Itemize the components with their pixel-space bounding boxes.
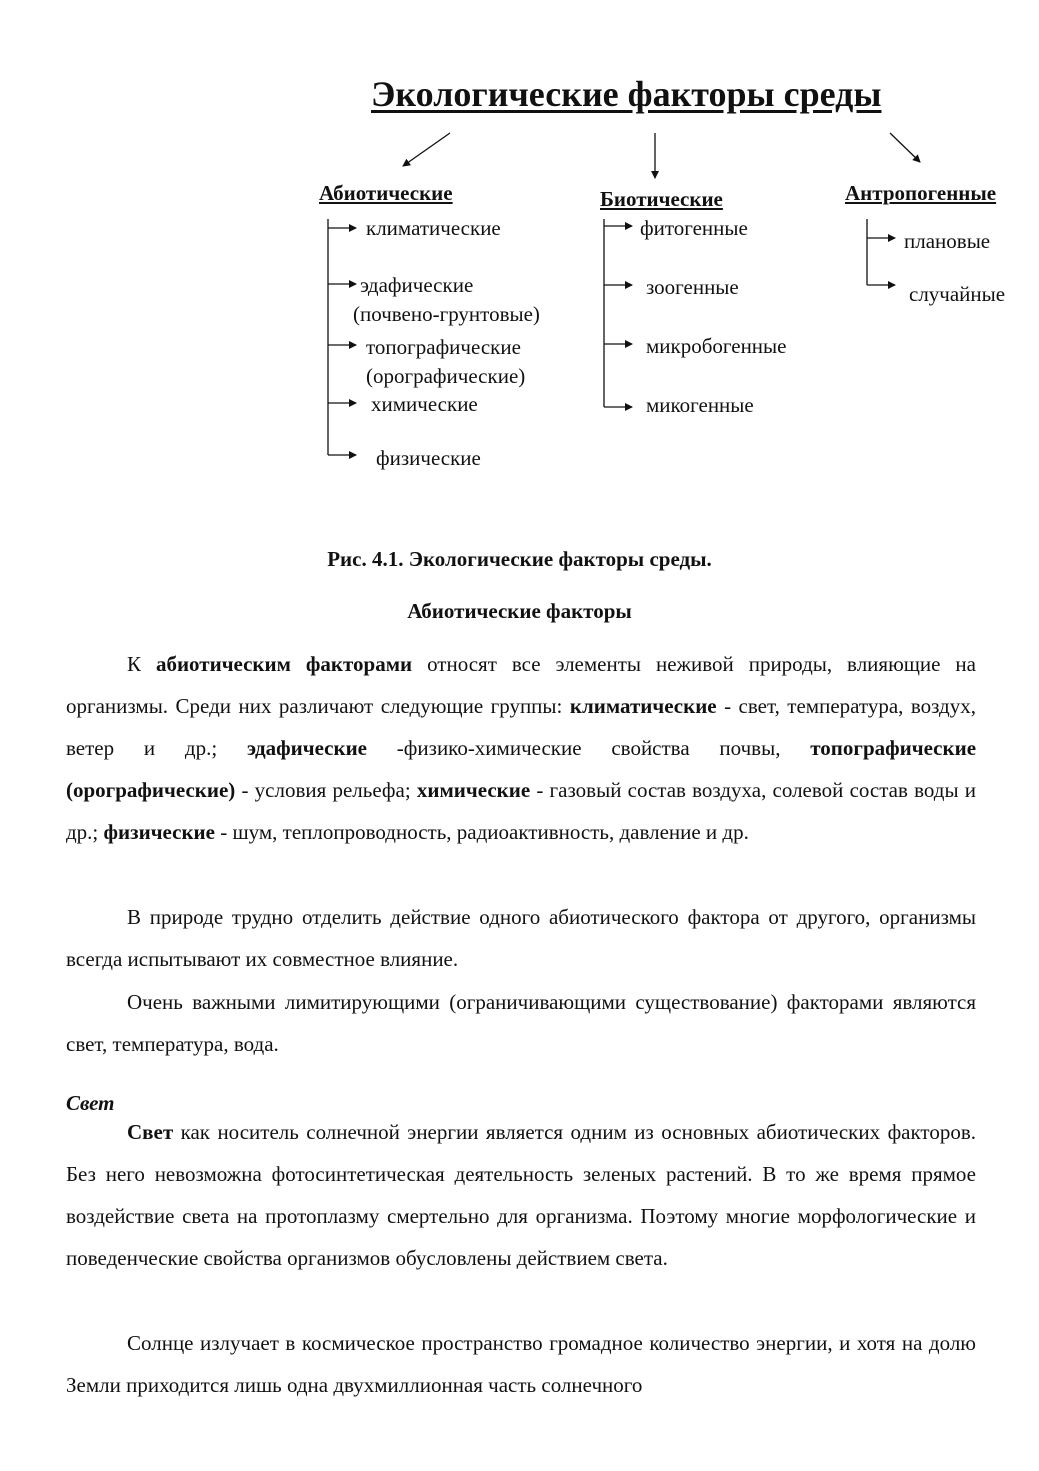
anthropogenic-item-planned: плановые <box>904 229 991 253</box>
paragraph-abiotic-groups: К абиотическим факторами относят все элементы неживой природы, влияющие на организмы. Среди них различают следующие группы: климатические - свет, температура, воздух, ветер и др.; эдафические -физико-химические свойства почвы, топографические (орографические) - условия рельефа; химические - газовый состав воздуха, солевой состав воды и др.; физические - шум, теплопроводность, радиоактивность, давление и др. <box>66 652 977 844</box>
biotic-item-phytogenic: фитогенные <box>640 216 748 240</box>
paragraph-combined-influence: В природе трудно отделить действие одного абиотического фактора от другого, организмы всегда испытывают их совместное влияние. <box>66 905 976 971</box>
abiotic-item-edaphic: эдафические <box>360 273 474 297</box>
eco-factors-diagram <box>0 0 1039 520</box>
paragraph-light: Свет как носитель солнечной энергии является одним из основных абиотических факторов. Без него невозможна фотосинтетическая деятельность зеленых растений. В то же время прямое воздействие света на протоплазму смертельно для организма. Поэтому многие морфологические и поведенческие свойства организмов обусловлены действием света. <box>66 1120 976 1270</box>
biotic-item-mycogenic: микогенные <box>646 393 754 417</box>
abiotic-item-climatic: климатические <box>366 216 501 240</box>
abiotic-item-topographic-note: (орографические) <box>366 364 526 388</box>
section-title: Абиотические факторы <box>407 599 632 623</box>
arrow-to-anthropogenic <box>890 133 920 162</box>
biotic-item-zoogenic: зоогенные <box>646 275 739 299</box>
figure-caption: Рис. 4.1. Экологические факторы среды. <box>327 547 712 571</box>
paragraph-sun-energy: Солнце излучает в космическое пространство громадное количество энергии, и хотя на долю Земли приходится лишь одна двухмиллионная часть солнечного <box>66 1331 976 1397</box>
arrow-to-abiotic <box>403 133 450 166</box>
abiotic-item-edaphic-note: (почвено-грунтовые) <box>353 302 540 326</box>
category-abiotic: Абиотические <box>319 181 453 205</box>
subheading-light: Свет <box>66 1091 115 1115</box>
diagram-title: Экологические факторы среды <box>371 74 882 114</box>
category-biotic: Биотические <box>600 187 723 211</box>
category-anthropogenic: Антропогенные <box>845 181 997 205</box>
abiotic-item-physical: физические <box>376 446 481 470</box>
abiotic-item-topographic: топографические <box>366 335 521 359</box>
paragraph-limiting-factors: Очень важными лимитирующими (ограничивающими существование) факторами являются свет, температура, вода. <box>66 990 976 1056</box>
anthropogenic-item-accidental: случайные <box>909 282 1006 306</box>
abiotic-item-chemical: химические <box>371 392 478 416</box>
biotic-item-microbogenic: микробогенные <box>646 334 787 358</box>
